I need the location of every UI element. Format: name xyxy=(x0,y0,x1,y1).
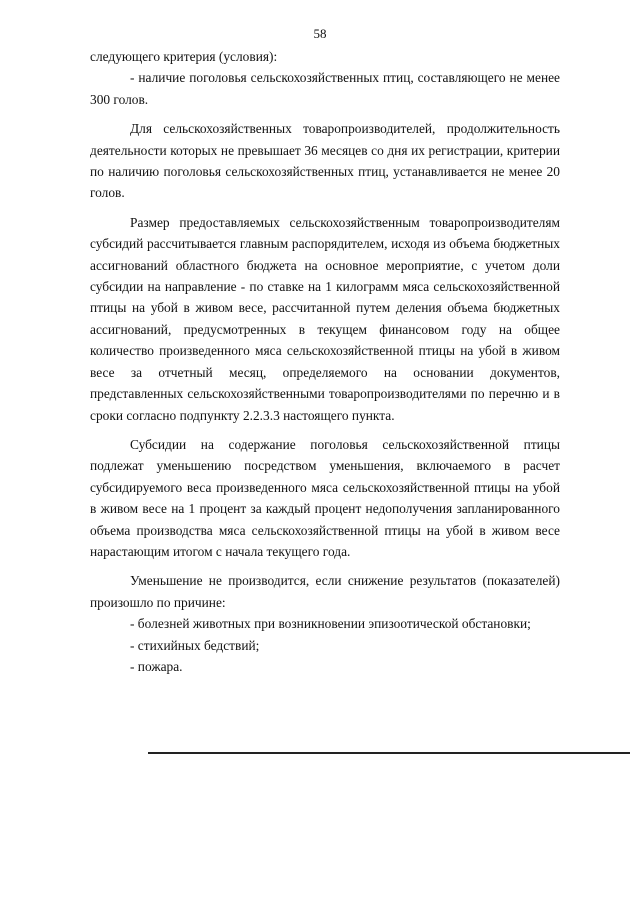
paragraph-no-reduction: Уменьшение не производится, если снижение результатов (показателей) произошло по причине: xyxy=(90,573,560,610)
page-number: 58 xyxy=(313,26,327,41)
paragraph-subsidy-reduction: Субсидии на содержание поголовья сельскохозяйственной птицы подлежат уменьшению посредством уменьшения, включаемого в расчет субсидируемого веса произведенного мяса сельскохозяйственной птицы на убой в живом весе на 1 процент за каждый процент недополучения запланированного объема производства мяса сельскохозяйственной птицы на убой в живом весе нарастающим итогом с начала текущего года. xyxy=(90,436,560,559)
list-item-disasters: - стихийных бедствий; xyxy=(130,637,260,653)
paragraph-poultry-300: - наличие поголовья сельскохозяйственных птиц, составляющего не менее 300 голов. xyxy=(90,70,560,107)
document-body xyxy=(90,46,560,677)
paragraph-subsidy-size: Размер предоставляемых сельскохозяйственным товаропроизводителям субсидий рассчитывается главным распорядителем, исходя из объема бюджетных ассигнований областного бюджета на основное мероприятие, с учетом доли субсидии на направление - по ставке на 1 килограмм мяса сельскохозяйственной птицы на убой в живом весе, рассчитанной путем деления объема бюджетных ассигнований, предусмотренных в текущем финансовом году на общее количество произведенного мяса сельскохозяйственной птицы на убой в живом весе за отчетный месяц, определяемого на основании документов, представленных сельскохозяйственными товаропроизводителями по перечню и в сроки согласно подпункту 2.2.3.3 настоящего пункта. xyxy=(90,214,560,423)
paragraph-criterion-intro: следующего критерия (условия): xyxy=(90,49,278,64)
list-item-disease: - болезней животных при возникновении эпизоотической обстановки; xyxy=(130,616,531,632)
list-item-fire: - пожара. xyxy=(130,658,183,674)
bottom-divider xyxy=(148,752,630,754)
paragraph-new-producers: Для сельскохозяйственных товаропроизводителей, продолжительность деятельности которых не превышает 36 месяцев со дня их регистрации, критерии по наличию поголовья сельскохозяйственных птиц, устанавливается не менее 20 голов. xyxy=(90,121,560,201)
